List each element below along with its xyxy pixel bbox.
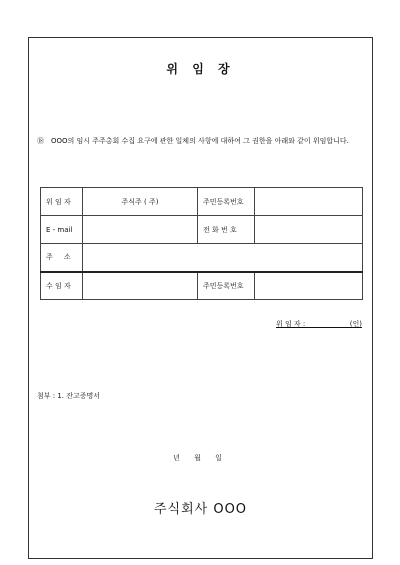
company-name: 주식회사 OOO (153, 502, 248, 517)
document-sheet (28, 37, 373, 559)
table-row-delegator (41, 188, 363, 216)
delegator-signature-line: 위 임 자 : (인) (275, 320, 362, 328)
email-value (83, 216, 198, 244)
table-row-email (41, 216, 363, 244)
delegatee-id-label: 주민등록번호 (198, 272, 255, 300)
table-row-delegatee (41, 272, 363, 300)
intro-bullet: ⑱ (37, 137, 44, 145)
delegatee-label: 수 임 자 (41, 272, 83, 300)
address-label: 주 소 (41, 244, 83, 272)
delegator-id-label: 주민등록번호 (198, 188, 255, 216)
table-row-address (41, 244, 363, 272)
stock-count-label: 주식주 ( 주) (83, 188, 198, 216)
date-line: 년 월 일 (173, 454, 228, 462)
intro-text: OOO의 임시 주주총회 수집 요구에 관한 일체의 사항에 대하여 그 권한을 아래와 같이 위임합니다. (51, 137, 349, 145)
email-label: E - mail (41, 216, 83, 244)
intro-paragraph (37, 135, 364, 147)
delegator-label: 위 임 자 (41, 188, 83, 216)
phone-value (255, 216, 363, 244)
delegatee-id-value (255, 272, 363, 300)
delegation-table (40, 187, 363, 300)
address-value (83, 244, 363, 272)
delegatee-value (83, 272, 198, 300)
delegator-id-value (255, 188, 363, 216)
attachment-note: 첨부 : 1. 잔고증명서 (37, 392, 101, 400)
document-title: 위 임 장 (166, 62, 235, 76)
phone-label: 전 화 번 호 (198, 216, 255, 244)
